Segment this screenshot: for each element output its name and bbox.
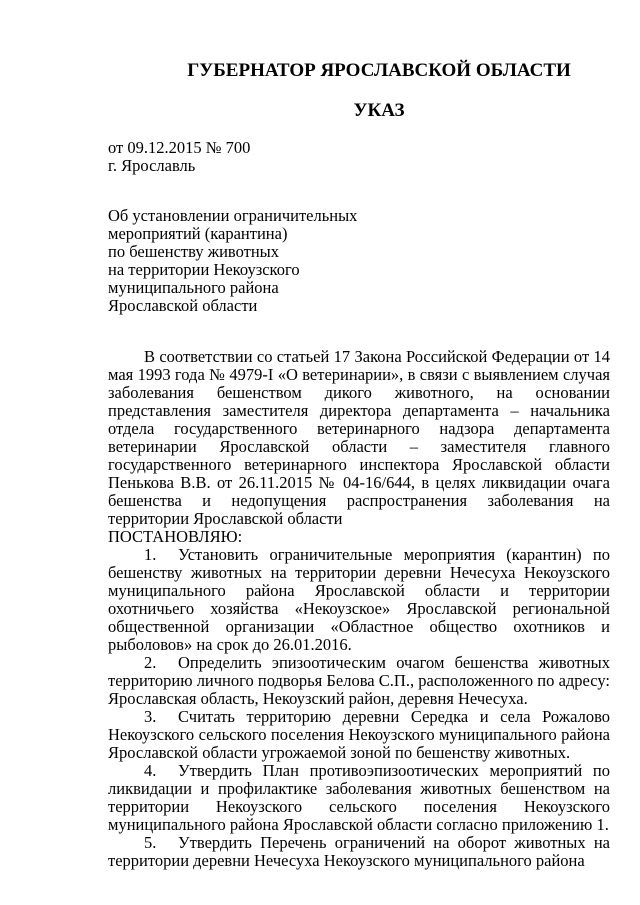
decree-item [108, 762, 610, 834]
decree-item [108, 834, 610, 870]
subject-line: по бешенству животных [108, 242, 280, 261]
subject-line: мероприятий (карантина) [108, 224, 288, 243]
decree-item-text: Установить ограничительные мероприятия (карантин) по бешенству животных на территории деревни Нечесуха Некоузского муниципального района Ярославской области и территории охотничьего хозяйства «Некоузское» Ярославской региональной общественной организации «Областное общество охотников и рыболовов» на срок до 26.01.2016. [108, 545, 610, 654]
subject-line: Об установлении ограничительных [108, 206, 358, 225]
preamble-paragraph: В соответствии со статьей 17 Закона Российской Федерации от 14 мая 1993 года № 4979-I «О ветеринарии», в связи с выявлением случая заболевания бешенством дикого животного, на основании представления заместителя директора департамента – начальника отдела государственного ветеринарного надзора департамента ветеринарии Ярославской области – заместителя главного государственного ветеринарного инспектора Ярославской области Пенькова В.В. от 26.11.2015 № 04-16/644, в целях ликвидации очага бешенства и недопущения распространения заболевания на территории Ярославской области [108, 347, 610, 528]
decree-item-number: 5. [144, 833, 157, 852]
decree-item [108, 546, 610, 654]
decree-item-number: 1. [144, 545, 157, 564]
subject-line: муниципального района [108, 278, 279, 297]
decree-item-text: Утвердить Перечень ограничений на оборот животных на территории деревни Нечесуха Некоузского муниципального района [108, 833, 610, 870]
document-authority: ГУБЕРНАТОР ЯРОСЛАВСКОЙ ОБЛАСТИ [187, 60, 571, 81]
decree-item-text: Утвердить План противоэпизоотических мероприятий по ликвидации и профилактике заболевания животных бешенством на территории Некоузского сельского поселения Некоузского муниципального района Ярославской области согласно приложению 1. [108, 761, 610, 834]
document-subject [108, 207, 628, 315]
decree-item [108, 708, 610, 762]
decree-item-text: Считать территорию деревни Середка и села Рожалово Некоузского сельского поселения Некоузского муниципального района Ярославской области угрожаемой зоной по бешенству животных. [108, 707, 610, 762]
subject-line: на территории Некоузского [108, 260, 300, 279]
decree-item-number: 4. [144, 761, 157, 780]
document-meta [108, 139, 628, 175]
document-date-number: от 09.12.2015 № 700 [108, 138, 251, 157]
decree-item-number: 2. [144, 653, 157, 672]
decree-item [108, 654, 610, 708]
document-type: УКАЗ [353, 100, 405, 121]
decree-word: ПОСТАНОВЛЯЮ: [108, 527, 243, 546]
decree-item-text: Определить эпизоотическим очагом бешенства животных территорию личного подворья Белова С.П., расположенного по адресу: Ярославская область, Некоузский район, деревня Нечесуха. [108, 653, 610, 708]
document-city: г. Ярославль [108, 156, 196, 175]
subject-line: Ярославской области [108, 296, 258, 315]
document-body [108, 348, 610, 870]
decree-item-number: 3. [144, 707, 157, 726]
